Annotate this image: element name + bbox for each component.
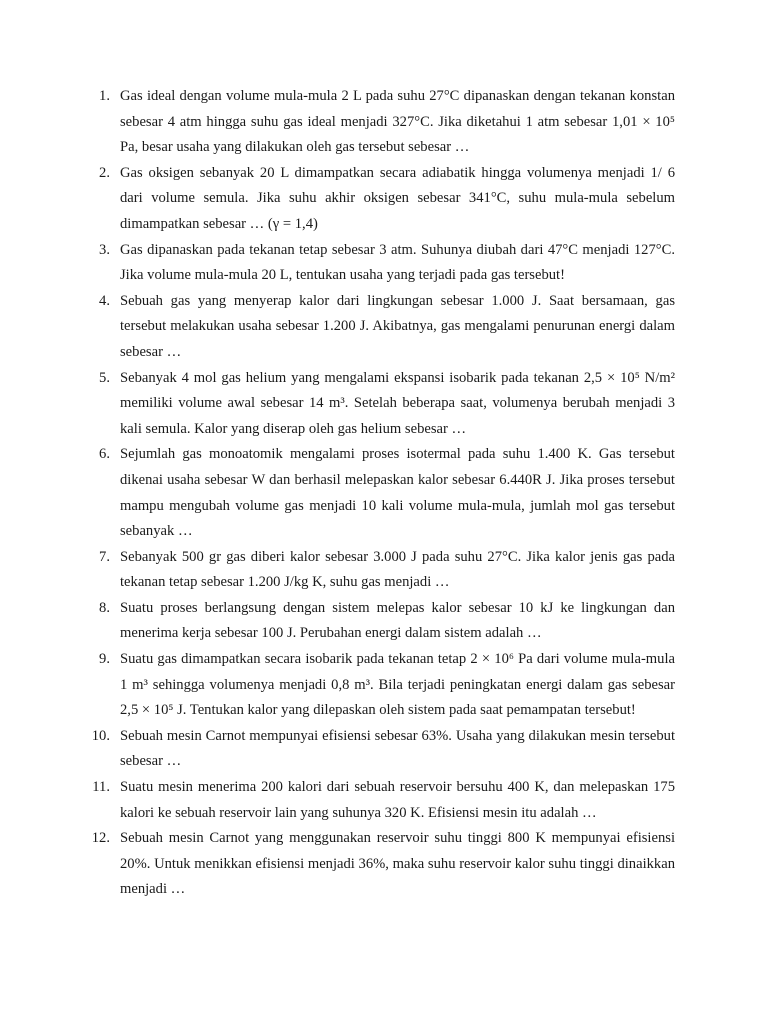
- question-text: Sebuah mesin Carnot mempunyai efisiensi sebesar 63%. Usaha yang dilakukan mesin tersebut sebesar …: [120, 727, 675, 770]
- question-number: 9.: [99, 651, 110, 668]
- question-number: 7.: [99, 548, 110, 565]
- question-text: Suatu mesin menerima 200 kalori dari sebuah reservoir bersuhu 400 K, dan melepaskan 175 kalori ke sebuah reservoir lain yang suhunya 320 K. Efisiensi mesin itu adalah …: [120, 779, 675, 821]
- question-item: [0, 366, 768, 443]
- question-number: 12.: [91, 830, 110, 847]
- question-text: Sebuah gas yang menyerap kalor dari lingkungan sebesar 1.000 J. Saat bersamaan, gas tersebut melakukan usaha sebesar 1.200 J. Akibatnya, gas mengalami penurunan energi dalam sebesar …: [120, 292, 675, 360]
- question-text: Sejumlah gas monoatomik mengalami proses isotermal pada suhu 1.400 K. Gas tersebut dikenai usaha sebesar W dan berhasil melepaskan kalor sebesar 6.440R J. Jika proses tersebut mampu mengubah volume gas menjadi 10 kali volume mula-mula, jumlah mol gas tersebut sebanyak …: [120, 446, 675, 540]
- question-item: [0, 775, 768, 826]
- question-number: 3.: [99, 241, 110, 258]
- question-item: [0, 84, 768, 161]
- question-text: Sebanyak 4 mol gas helium yang mengalami ekspansi isobarik pada tekanan 2,5 × 10⁵ N/m² memiliki volume awal sebesar 14 m³. Setelah beberapa saat, volumenya berubah menjadi 3 kali semula. Kalor yang diserap oleh gas helium sebesar …: [120, 369, 675, 437]
- question-number: 10.: [91, 727, 110, 744]
- question-text: Gas oksigen sebanyak 20 L dimampatkan secara adiabatik hingga volumenya menjadi 1/ 6 dari volume semula. Jika suhu akhir oksigen sebesar 341°C, suhu mula-mula sebelum dimampatkan sebesar … (γ = 1,4): [120, 164, 675, 232]
- question-list: [0, 84, 768, 903]
- question-text: Sebuah mesin Carnot yang menggunakan reservoir suhu tinggi 800 K mempunyai efisiensi 20%. Untuk menikkan efisiensi menjadi 36%, maka suhu reservoir kalor suhu tinggi dinaikkan menjadi …: [120, 830, 675, 898]
- question-number: 8.: [99, 599, 110, 616]
- question-item: [0, 545, 768, 596]
- question-number: 1.: [99, 88, 110, 104]
- question-item: [0, 724, 768, 775]
- question-text: Sebanyak 500 gr gas diberi kalor sebesar 3.000 J pada suhu 27°C. Jika kalor jenis gas pada tekanan tetap sebesar 1.200 J/kg K, suhu gas menjadi …: [120, 548, 675, 591]
- question-item: [0, 596, 768, 647]
- question-number: 4.: [99, 292, 110, 309]
- question-number: 11.: [92, 779, 110, 796]
- question-number: 6.: [99, 446, 110, 463]
- question-item: [0, 826, 768, 903]
- question-item: [0, 647, 768, 724]
- question-text: Gas dipanaskan pada tekanan tetap sebesar 3 atm. Suhunya diubah dari 47°C menjadi 127°C. Jika volume mula-mula 20 L, tentukan usaha yang terjadi pada gas tersebut!: [120, 241, 675, 284]
- question-text: Gas ideal dengan volume mula-mula 2 L pada suhu 27°C dipanaskan dengan tekanan konstan sebesar 4 atm hingga suhu gas ideal menjadi 327°C. Jika diketahui 1 atm sebesar 1,01 × 10⁵ Pa, besar usaha yang dilakukan oleh gas tersebut sebesar …: [120, 88, 675, 156]
- question-item: [0, 161, 768, 238]
- question-number: 2.: [99, 164, 110, 181]
- question-text: Suatu proses berlangsung dengan sistem melepas kalor sebesar 10 kJ ke lingkungan dan menerima kerja sebesar 100 J. Perubahan energi dalam sistem adalah …: [120, 599, 675, 642]
- question-item: [0, 238, 768, 289]
- question-number: 5.: [99, 369, 110, 386]
- question-text: Suatu gas dimampatkan secara isobarik pada tekanan tetap 2 × 10⁶ Pa dari volume mula-mula 1 m³ sehingga volumenya menjadi 0,8 m³. Bila terjadi peningkatan energi dalam gas sebesar 2,5 × 10⁵ J. Tentukan kalor yang dilepaskan oleh sistem pada saat pemampatan tersebut!: [120, 651, 675, 719]
- question-item: [0, 442, 768, 544]
- question-item: [0, 289, 768, 366]
